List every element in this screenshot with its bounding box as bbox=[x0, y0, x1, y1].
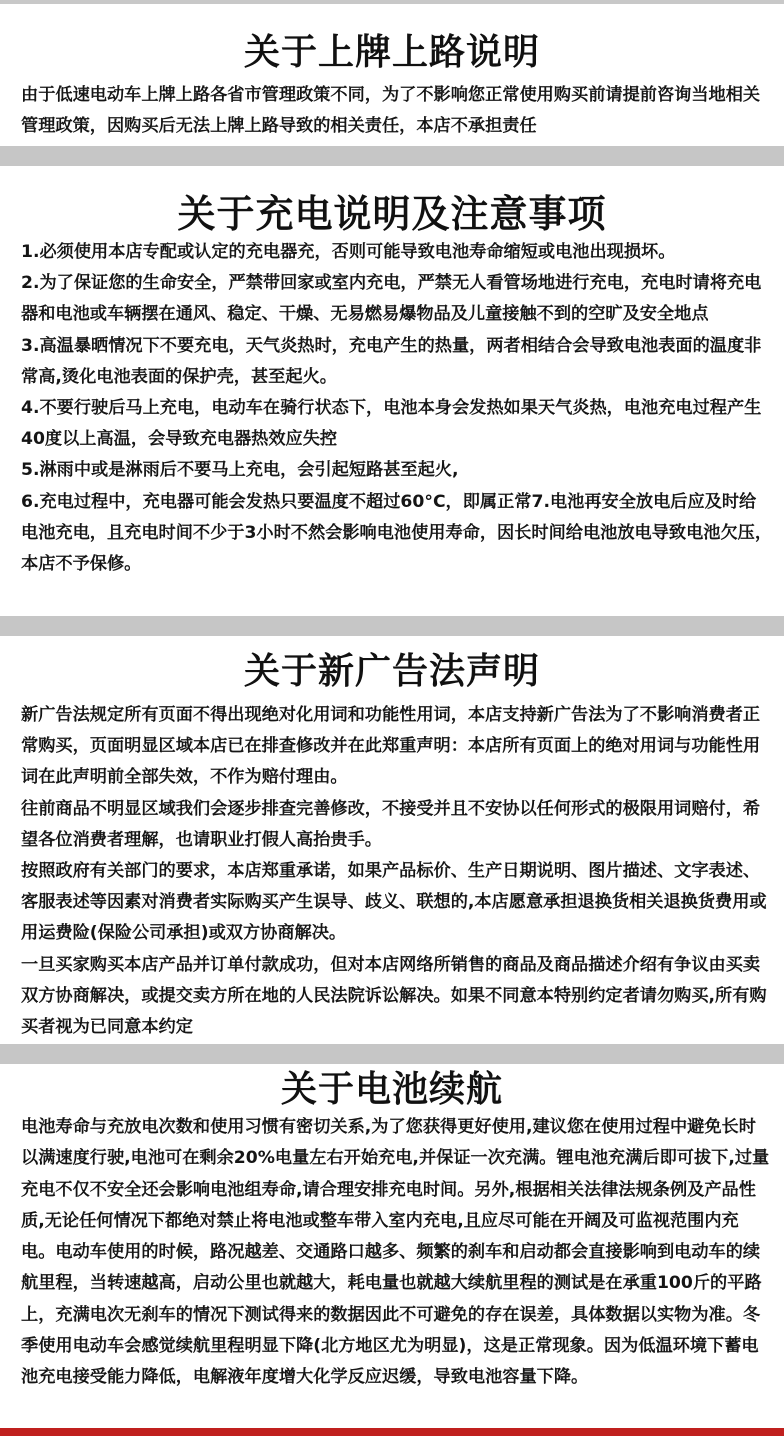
paragraph: 1.必须使用本店专配或认定的充电器充，否则可能导致电池寿命缩短或电池出现损坏。 bbox=[21, 242, 676, 262]
section-title: 关于上牌上路说明 bbox=[243, 32, 540, 73]
paragraph: 电池寿命与充放电次数和使用习惯有密切关系,为了您获得更好使用,建议您在使用过程中避免长时以满速度行驶,电池可在剩余20%电量左右开始充电,并保证一次充满。锂电池充满后即可拔下,过量充电不仅不安全还会影响电池组寿命,请合理安排充电时间。另外,根据相关法律法规条例及产品性质,无论任何情况下都绝对禁止将电池或整车带入室内充电,且应尽可能在开阔及可监视范围内充电。电动车使用的时候，路况越差、交通路口越多、频繁的刹车和启动都会直接影响到电动车的续航里程，当转速越高，启动公里也就越大，耗电量也就越大续航里程的测试是在承重100斤的平路上，充满电次无刹车的情况下测试得来的数据因此不可避免的存在误差，具体数据以实物为准。冬季使用电动车会感觉续航里程明显下降(北方地区尤为明显)，这是正常现象。因为低温环境下蓄电池充电接受能力降低，电解液年度增大化学反应迟缓，导致电池容量下降。 bbox=[21, 1117, 770, 1388]
paragraph: 一旦买家购买本店产品并订单付款成功，但对本店网络所销售的商品及商品描述介绍有争议由买卖双方协商解决，或提交卖方所在地的人民法院诉讼解决。如果不同意本特别约定者请勿购买,所有购买者视为已同意本约定 bbox=[21, 954, 767, 1038]
section-divider bbox=[0, 1044, 784, 1064]
section-divider bbox=[0, 146, 784, 166]
paragraph: 按照政府有关部门的要求，本店郑重承诺，如果产品标价、生产日期说明、图片描述、文字表述、客服表述等因素对消费者实际购买产生误导、歧义、联想的,本店愿意承担退换货相关退换货费用或用运费险(保险公司承担)或双方协商解决。 bbox=[21, 861, 767, 944]
paragraph: 4.不要行驶后马上充电，电动车在骑行状态下，电池本身会发热如果天气炎热，电池充电过程产生40度以上高温，会导致充电器热效应失控 bbox=[21, 398, 762, 450]
section-body-charging-notes bbox=[21, 237, 773, 580]
paragraph: 3.高温暴晒情况下不要充电，天气炎热时，充电产生的热量，两者相结合会导致电池表面的温度非常高,烫化电池表面的保护壳，甚至起火。 bbox=[21, 335, 762, 387]
section-title: 关于新广告法声明 bbox=[243, 651, 540, 692]
section-plate-registration bbox=[0, 28, 784, 78]
paragraph: 新广告法规定所有页面不得出现绝对化用词和功能性用词，本店支持新广告法为了不影响消费者正常购买，页面明显区域本店已在排查修改并在此郑重声明：本店所有页面上的绝对用词与功能性用词在此声明前全部失效，不作为赔付理由。 bbox=[21, 705, 761, 788]
section-body-advertising-law bbox=[21, 700, 773, 1043]
paragraph: 6.充电过程中，充电器可能会发热只要温度不超过60°C，即属正常7.电池再安全放电后应及时给电池充电，且充电时间不少于3小时不然会影响电池使用寿命，因长时间给电池放电导致电池欠压，本店不予保修。 bbox=[21, 491, 773, 575]
section-advertising-law bbox=[0, 647, 784, 697]
section-title: 关于电池续航 bbox=[280, 1069, 503, 1110]
paragraph: 2.为了保证您的生命安全，严禁带回家或室内充电，严禁无人看管场地进行充电，充电时请将充电器和电池或车辆摆在通风、稳定、干燥、无易燃易爆物品及儿童接触不到的空旷及安全地点 bbox=[21, 273, 762, 325]
section-title: 关于充电说明及注意事项 bbox=[177, 192, 607, 236]
paragraph: 5.淋雨中或是淋雨后不要马上充电，会引起短路甚至起火, bbox=[21, 460, 459, 481]
paragraph: 往前商品不明显区域我们会逐步排查完善修改，不接受并且不安协以任何形式的极限用词赔付，希望各位消费者理解，也请职业打假人高抬贵手。 bbox=[21, 798, 761, 850]
section-body-plate-registration bbox=[21, 80, 773, 142]
bottom-accent-bar bbox=[0, 1428, 784, 1436]
section-charging-notes bbox=[0, 188, 784, 240]
section-body-battery-range bbox=[21, 1112, 773, 1394]
section-battery-range bbox=[0, 1065, 784, 1115]
paragraph: 由于低速电动车上牌上路各省市管理政策不同，为了不影响您正常使用购买前请提前咨询当地相关管理政策，因购买后无法上牌上路导致的相关责任，本店不承担责任 bbox=[21, 85, 761, 136]
section-divider bbox=[0, 616, 784, 636]
top-border bbox=[0, 0, 784, 4]
